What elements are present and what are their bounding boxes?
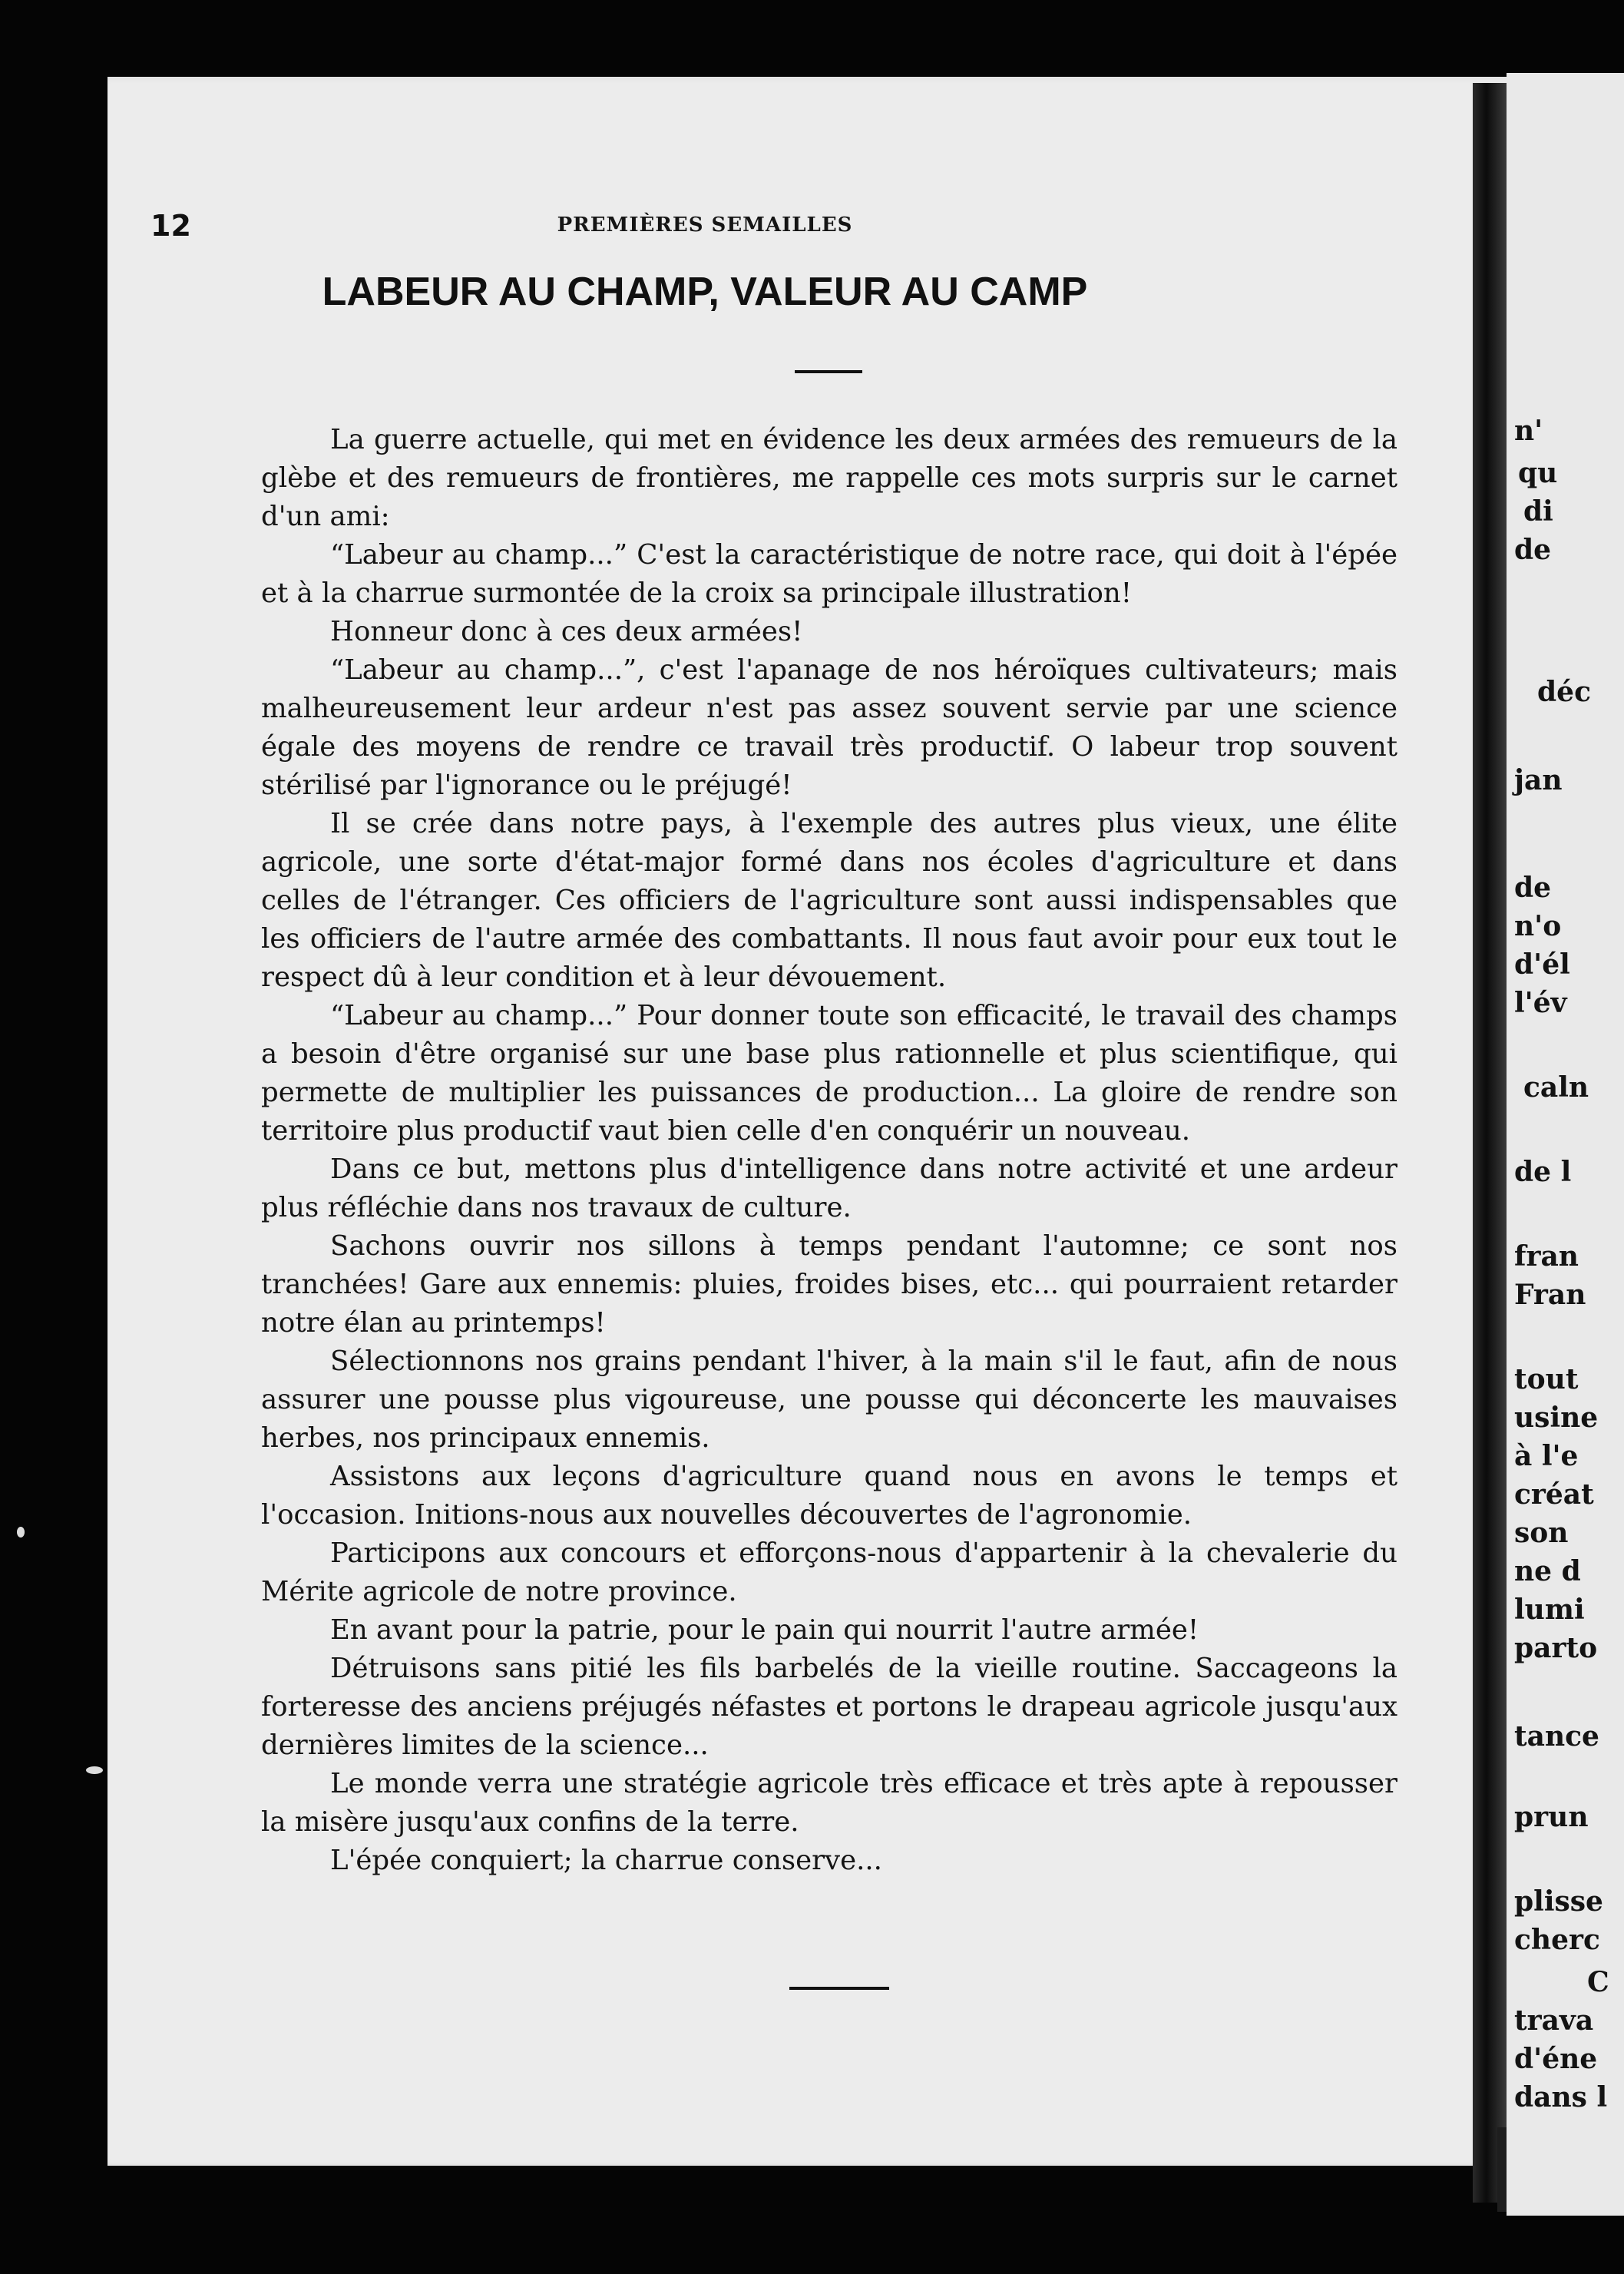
- paragraph: Participons aux concours et efforçons-nous d'appartenir à la chevalerie du Mérite agricole de notre province.: [261, 1538, 1397, 1607]
- right-page-fragment: son: [1514, 1517, 1569, 1549]
- paragraph: En avant pour la patrie, pour le pain qui nourrit l'autre armée!: [330, 1614, 1199, 1646]
- right-page-fragment: parto: [1514, 1632, 1598, 1664]
- end-rule: [789, 1987, 889, 1990]
- right-page-fragment: qu: [1518, 457, 1558, 489]
- paragraph: Il se crée dans notre pays, à l'exemple des autres plus vieux, une élite agricole, une sorte d'état-major formé dans nos écoles d'agriculture et dans celles de l'étranger. Ces officiers de l'agriculture sont aussi indispensables que les officiers de l'autre armée des combattants. Il nous faut avoir pour eux tout le respect dû à leur condition et à leur dévouement.: [261, 808, 1397, 993]
- paragraph: La guerre actuelle, qui met en évidence les deux armées des remueurs de la glèbe et des remueurs de frontières, me rappelle ces mots surpris sur le carnet d'un ami:: [261, 424, 1397, 532]
- right-page-fragment: d'éne: [1514, 2043, 1598, 2075]
- right-page-fragment: Fran: [1514, 1279, 1586, 1311]
- right-page-fragment: déc: [1537, 676, 1591, 708]
- right-page-fragment: caln: [1523, 1071, 1589, 1104]
- right-page-fragment: de l: [1514, 1156, 1572, 1188]
- page-header: [150, 209, 1413, 247]
- right-page-fragment: n': [1514, 415, 1543, 447]
- right-page-fragment: di: [1523, 495, 1553, 528]
- paragraph: “Labeur au champ...” Pour donner toute son efficacité, le travail des champs a besoin d'être organisé sur une base plus rationnelle et plus scientifique, qui permette de multiplier les puissances de production... La gloire de rendre son territoire plus productif vaut bien celle d'en conquérir un nouveau.: [261, 1000, 1397, 1147]
- article-body: [261, 421, 1397, 1880]
- paragraph: Sachons ouvrir nos sillons à temps pendant l'automne; ce sont nos tranchées! Gare aux ennemis: pluies, froides bises, etc... qui pourraient retarder notre élan au printemps!: [261, 1230, 1397, 1339]
- right-page-fragment: l'év: [1514, 987, 1567, 1019]
- paragraph: “Labeur au champ...”, c'est l'apanage de nos héroïques cultivateurs; mais malheureusement leur ardeur n'est pas assez souvent servie par une science égale des moyens de rendre ce travail très productif. O labeur trop souvent stérilisé par l'ignorance ou le préjugé!: [261, 654, 1397, 801]
- right-page-fragment: lumi: [1514, 1594, 1585, 1626]
- right-page-fragment: d'él: [1514, 948, 1570, 981]
- paragraph: Assistons aux leçons d'agriculture quand nous en avons le temps et l'occasion. Initions-nous aux nouvelles découvertes de l'agronomie.: [261, 1461, 1397, 1531]
- right-page-fragment: ne d: [1514, 1555, 1581, 1587]
- right-page-fragment: trava: [1514, 2004, 1594, 2037]
- paragraph: Sélectionnons nos grains pendant l'hiver, à la main s'il le faut, afin de nous assurer une pousse plus vigoureuse, une pousse qui déconcerte les mauvaises herbes, nos principaux ennemis.: [261, 1346, 1397, 1454]
- right-page-fragment: tance: [1514, 1720, 1599, 1753]
- scan-speck: [17, 1527, 25, 1538]
- right-page-fragment: usine: [1514, 1402, 1599, 1434]
- scan-speck: [86, 1766, 103, 1774]
- paragraph: L'épée conquiert; la charrue conserve...: [330, 1845, 882, 1876]
- right-page-fragment: plisse: [1514, 1885, 1603, 1918]
- right-page-fragment: jan: [1514, 764, 1563, 796]
- right-page-fragment: fran: [1514, 1240, 1579, 1273]
- paragraph: Le monde verra une stratégie agricole très efficace et très apte à repousser la misère jusqu'aux confins de la terre.: [261, 1768, 1397, 1838]
- right-page-fragment: de: [1514, 872, 1552, 904]
- page-number: 12: [150, 209, 191, 243]
- right-page-fragment: de: [1514, 534, 1552, 566]
- paragraph: Honneur donc à ces deux armées!: [330, 616, 803, 647]
- running-head: PREMIÈRES SEMAILLES: [557, 213, 853, 237]
- title-rule: [795, 370, 862, 373]
- right-page: [1507, 73, 1624, 2216]
- paragraph: Détruisons sans pitié les fils barbelés de la vieille routine. Saccageons la forteresse des anciens préjugés néfastes et portons le drapeau agricole jusqu'aux dernières limites de la science...: [261, 1653, 1397, 1761]
- right-page-fragment: cherc: [1514, 1924, 1600, 1956]
- right-page-fragment: créat: [1514, 1478, 1594, 1511]
- article-title: LABEUR AU CHAMP, VALEUR AU CAMP: [322, 270, 1088, 314]
- right-page-fragment: dans l: [1514, 2081, 1608, 2113]
- right-page-fragment: prun: [1514, 1801, 1589, 1833]
- paragraph: “Labeur au champ...” C'est la caractéristique de notre race, qui doit à l'épée et à la charrue surmontée de la croix sa principale illustration!: [261, 539, 1397, 609]
- book-gutter: [1473, 83, 1507, 2203]
- right-page-fragment: n'o: [1514, 910, 1562, 942]
- right-page-fragment: tout: [1514, 1363, 1579, 1395]
- right-page-fragment: C: [1587, 1966, 1609, 1998]
- paragraph: Dans ce but, mettons plus d'intelligence dans notre activité et une ardeur plus réfléchie dans nos travaux de culture.: [261, 1154, 1397, 1223]
- right-page-fragment: à l'e: [1514, 1440, 1579, 1472]
